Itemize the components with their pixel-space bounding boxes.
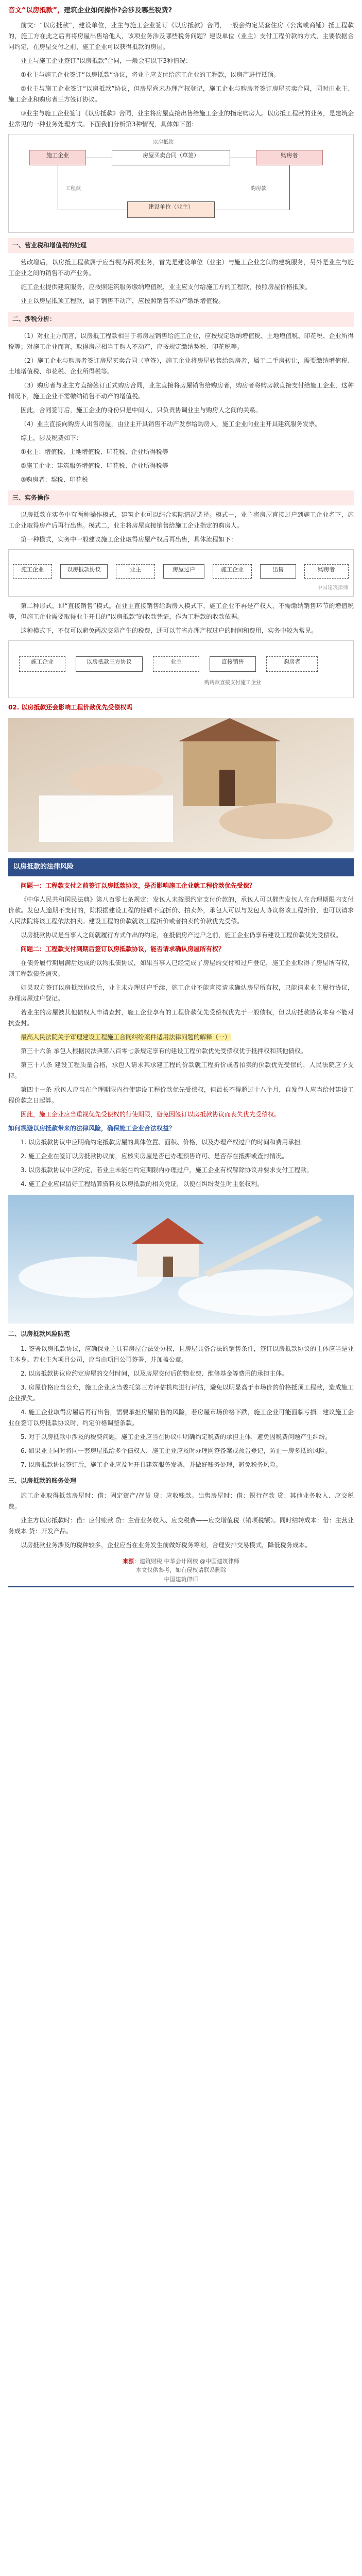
- flow-node: 直接销售: [210, 656, 256, 672]
- diagram-box-buyer: 购房者: [256, 150, 323, 165]
- photo-caption: 02. 以房抵款还会影响工程价款优先受偿权吗: [8, 703, 133, 711]
- question-heading: 问题二：工程款支付到期后签订以房抵款协议，能否请求确认房屋所有权？: [21, 945, 225, 953]
- qa-para: 第三十八条 建设工程质量合格，承包人请求其承建工程的价款就工程折价或者拍卖的价款优先受偿的，人民法院应予支持。: [8, 1061, 354, 1079]
- transaction-diagram: [8, 134, 354, 233]
- section-para: 4. 施工企业取得房屋后再行出售，需要承担房屋销售的风险，若房屋市场价格下跌，施工企业可能面临亏损。建议施工企业在签订以房抵款协议时，约定价格调整条款。: [8, 1408, 354, 1427]
- diagram-box-owner: 建设单位（业主）: [127, 201, 215, 218]
- section-para: 营改增后，以房抵工程款属于应当视为两项业务，首先是建设单位（业主）与施工企业之间的建筑服务，另外是业主与施工企业之间的销售不动产业务。: [8, 258, 354, 277]
- article-footer: [8, 1557, 354, 1588]
- section-para: 施工企业取得抵款房屋时：借：固定资产/存货 贷：应收账款。出售房屋时：借：银行存款 贷：其他业务收入、应交税费。: [8, 1492, 354, 1510]
- watermark: 中国建筑律师: [317, 585, 348, 591]
- section-para: （3）购房者与业主方直接签订正式购房合同，业主直接将房屋销售给购房者，购房者将购房款直接支付给施工企业，这种情况下，施工企业不需缴纳销售不动产的增值税。: [8, 381, 354, 400]
- handshake-photo: [8, 718, 354, 852]
- qa-para: 4. 施工企业应保留好工程结算资料及以房抵款的相关凭证，以便在纠纷发生时主张权利。: [21, 1180, 264, 1188]
- section-para: 业主方以房抵款时：借：应付账款 贷：主营业务收入、应交税费——应交增值税（销项税额）。同时结转成本：借：主营业务成本 贷：开发产品。: [8, 1516, 354, 1535]
- section-heading: 三、以房抵款的账务处理: [8, 1477, 77, 1484]
- diagram-box-contractor: 施工企业: [29, 150, 86, 165]
- tax-summary-lead: 综上，涉及税费如下：: [21, 434, 83, 442]
- qa-para: 在债务履行期届满后达成的以物抵债协议，如果当事人已经完成了房屋的交付和过户登记，施工企业取得了房屋所有权，则工程款债务消灭。: [8, 959, 354, 977]
- section-para: 5. 对于以房抵款中涉及的税费问题，施工企业应当在协议中明确约定税费的承担主体，避免因税费问题产生纠纷。: [21, 1433, 332, 1440]
- qa-para: 第四十一条 承包人应当在合理期限内行使建设工程价款优先受偿权，但最长不得超过十八个月，自发包人应当给付建设工程价款之日起算。: [8, 1086, 354, 1104]
- flow-node: 施工企业: [13, 564, 52, 579]
- section-para: 业主以房屋抵顶工程款，属于销售不动产，应按照销售不动产缴纳增值税。: [21, 297, 225, 304]
- flow-node: 购房者: [266, 656, 318, 672]
- question-heading: 问题一：工程款支付之前签订以房抵款协议，是否影响施工企业就工程价款优先受偿？: [21, 882, 256, 889]
- law-title: 最高人民法院关于审理建设工程施工合同纠纷案件适用法律问题的解释（一）: [21, 1033, 231, 1041]
- section-para: 3. 房屋价格应当公允，施工企业应当委托第三方评估机构进行评估，避免以明显高于市场价的价格抵顶工程款，造成施工企业损失。: [8, 1383, 354, 1402]
- law-citation: [8, 1032, 354, 1043]
- intro-para: 前文：“以房抵款”，建设单位，业主与施工企业签订《以房抵款》合同，一般会约定某套住房（公寓或商铺）抵工程款的，施工方在此之后再将房屋出售给他人，该项业务涉及哪些税务问题？建设单位（业主）支付工程价款的方式，主要依据合同约定，在房屋交付之前，施工企业可以获得抵款的房屋。: [8, 21, 354, 50]
- section-para: （2）施工企业与购房者签订房屋买卖合同（草签），施工企业将房屋转售给购房者，属于二手房转让，需要缴纳增值税、土地增值税、印花税、企业所得税等。: [8, 357, 354, 375]
- section-para: （1）对业主方而言，以房抵工程款相当于将房屋销售给施工企业，应按规定缴纳增值税、土地增值税、印花税、企业所得税等；对施工企业而言，取得房屋相当于购入不动产，应按规定缴纳契税、印花税等。: [8, 332, 354, 350]
- section-para: 因此，合同签订后，施工企业的身份只是中间人，只负责协调业主与购房人之间的关系。: [21, 406, 262, 414]
- qa-para: 以房抵款协议是当事人之间就履行方式作出的约定，在抵债房产过户之前，施工企业仍享有建设工程价款优先受偿权。: [21, 931, 342, 939]
- title-lead: 音文“以房抵款”，: [8, 7, 64, 14]
- title-rest: 建筑企业如何操作?会涉及哪些税费?: [64, 7, 173, 14]
- diagram-label: 工程款: [65, 185, 81, 192]
- qa-para: 如果双方签订以房抵款协议后，业主未办理过户手续，施工企业不能直接请求确认房屋所有权，只能请求业主履行协议，办理房屋过户登记。: [8, 984, 354, 1002]
- footer-watermark: 中国建筑律师: [164, 1575, 198, 1583]
- flow-diagram-transfer: [8, 549, 354, 597]
- section-para: 以房抵款在实务中有两种操作模式，建筑企业可以结合实际情况选择。模式一，业主将房屋直接过户到施工企业名下，施工企业取得房产后再行出售。模式二，业主将房屋直接销售给施工企业指定的购房人。: [8, 511, 354, 529]
- flow-node: 出售: [260, 564, 296, 579]
- section-para: 以房抵款业务涉及的税种较多，企业应当在业务发生前做好税务筹划，合理安排交易模式，降低税务成本。: [21, 1541, 312, 1549]
- section-para: 1. 签署以房抵款协议，应确保业主具有房屋合法处分权，且房屋具备合法的销售条件，签订以房抵款协议的主体应当是业主本身。若业主为项目公司，应当由项目公司签署，并加盖公章。: [8, 1345, 354, 1363]
- section-para: 施工企业提供建筑服务，应按照建筑服务缴纳增值税，业主应支付给施工方的工程款，按照房屋价格抵顶。: [21, 283, 312, 291]
- source-text: 建筑财税 中华会计网校 @中国建筑律师: [140, 1557, 239, 1565]
- tax-summary-item: ②施工企业：建筑服务增值税、印花税、企业所得税等: [21, 462, 168, 469]
- intro-para: 业主与施工企业签订“以房抵款”合同，一般会有以下3种情况：: [21, 57, 192, 64]
- section-para: 这种模式下，不仅可以避免两次交易产生的税费，还可以节省办理产权过户的时间和费用，实务中较为常见。: [21, 626, 318, 634]
- footer-divider: [8, 1586, 354, 1587]
- flow-node: 以房抵款协议: [60, 564, 108, 579]
- house-photo: [8, 1195, 354, 1324]
- section-heading: 二、以房抵款风险防范: [8, 1330, 71, 1337]
- flow-node: 购房者: [304, 564, 349, 579]
- tax-summary-item: ③购房者：契税、印花税: [21, 476, 88, 483]
- house-illustration: [8, 1195, 354, 1324]
- section-heading: 三、实务操作: [8, 490, 354, 505]
- flow-diagram-direct: [8, 640, 354, 698]
- diagram-line: [289, 165, 290, 210]
- section-heading: 二、涉税分析：: [8, 312, 354, 327]
- qa-para: 3. 以房抵款协议中应约定，若业主未能在约定期限内办理过户，施工企业有权解除协议并要求支付工程款。: [21, 1166, 313, 1174]
- key-conclusion: 因此，施工企业应当重视优先受偿权的行使期限，避免因签订以房抵款协议而丧失优先受偿权。: [21, 1110, 281, 1118]
- handshake-illustration: [8, 718, 354, 852]
- flow-node: 施工企业: [19, 656, 65, 672]
- footer-note: 本文仅供参考，如有侵权请联系删除: [135, 1567, 227, 1574]
- tax-summary-item: ①业主：增值税、土地增值税、印花税、企业所得税等: [21, 448, 168, 455]
- section-heading: 一、营业税和增值税的处理: [8, 238, 354, 253]
- flow-note: 购房款直接支付施工企业: [204, 680, 261, 686]
- qa-para: 2. 施工企业在签订以房抵款协议前，应核实房屋是否已办理预售许可、是否存在抵押或查封情况。: [21, 1152, 288, 1160]
- flow-node: 房屋过户: [163, 564, 204, 579]
- qa-banner: 以房抵款的法律风险: [8, 858, 354, 876]
- section-para: 第二种形式，即“直接销售”模式。在业主直接销售给购房人模式下，施工企业不再是产权人，不需缴纳销售环节的增值税等，但施工企业需要取得业主开具的“以房抵款”的收款凭证，作为工程款的收款依据。: [8, 602, 354, 620]
- section-para: 7. 以房抵款协议签订后，施工企业应及时开具建筑服务发票，并做好账务处理，避免税务风险。: [21, 1461, 282, 1468]
- flow-node: 业主: [153, 656, 199, 672]
- section-para: （4）业主直接向购房人出售房屋，由业主开具销售不动产发票给购房人，施工企业向业主开具建筑服务发票。: [21, 420, 321, 428]
- intro-para: ③业主与施工企业签订《以房抵款》合同，业主将房屋直接出售给施工企业的指定购房人。以房抵工程款的业务，是建筑企业常见的一种业务处理方式。下面我们分析第3种情况，具体如下图：: [8, 109, 354, 128]
- risk-question: 如何规避以房抵款带来的法律风险，确保施工企业合法权益？: [8, 1124, 176, 1132]
- source-line: 来源：建筑财税 中华会计网校 @中国建筑律师: [123, 1557, 239, 1565]
- flow-node: 以房抵款三方协议: [76, 656, 143, 672]
- flow-node: 业主: [116, 564, 155, 579]
- diagram-label: 以房抵款: [153, 139, 174, 145]
- section-para: 6. 如果业主同时将同一套房屋抵给多个债权人，施工企业应及时办理网签备案或预告登记，防止一房多抵的风险。: [21, 1447, 332, 1454]
- qa-para: 1. 以房抵款协议中应明确约定抵款房屋的具体位置、面积、价格，以及办理产权过户的时间和费用承担。: [21, 1138, 307, 1146]
- source-label: 来源: [123, 1557, 134, 1565]
- flow-node: 施工企业: [213, 564, 252, 579]
- qa-para: 《中华人民共和国民法典》第八百零七条规定：发包人未按照约定支付价款的，承包人可以催告发包人在合理期限内支付价款。发包人逾期不支付的，除根据建设工程的性质不宜折价、拍卖外，承包人可以与发包人协议将该工程折价，也可以请求人民法院将该工程依法拍卖。建设工程的价款就该工程折价或者拍卖的价款优先受偿。: [8, 895, 354, 925]
- diagram-box-contract: 房屋买卖合同（草签）: [112, 150, 230, 165]
- article-title: [8, 5, 354, 17]
- section-para: 2. 以房抵款协议应约定房屋的交付时间，以及房屋交付后的物业费、维修基金等费用的承担主体。: [21, 1369, 288, 1377]
- qa-para: 第三十六条 承包人根据民法典第八百零七条规定享有的建设工程价款优先受偿权优于抵押权和其他债权。: [21, 1047, 307, 1055]
- qa-para: 若业主的房屋被其他债权人申请查封，施工企业享有的工程价款优先受偿权优先于一般债权，但以房抵款协议本身不能对抗查封。: [8, 1008, 354, 1027]
- intro-para: ①业主与施工企业签订“以房抵款”协议，将业主应支付给施工企业的工程款，以房产进行抵顶。: [21, 71, 280, 78]
- intro-para: ②业主与施工企业签订“以房抵款”协议，但房屋尚未办理产权登记，施工企业与购房者签订房屋买卖合同，同时由业主、施工企业和购房者三方签订协议。: [8, 84, 354, 103]
- section-para: 第一种模式，实务中一般建议施工企业取得房屋产权后再出售，具体流程如下：: [21, 535, 237, 543]
- diagram-label: 购房款: [251, 185, 266, 192]
